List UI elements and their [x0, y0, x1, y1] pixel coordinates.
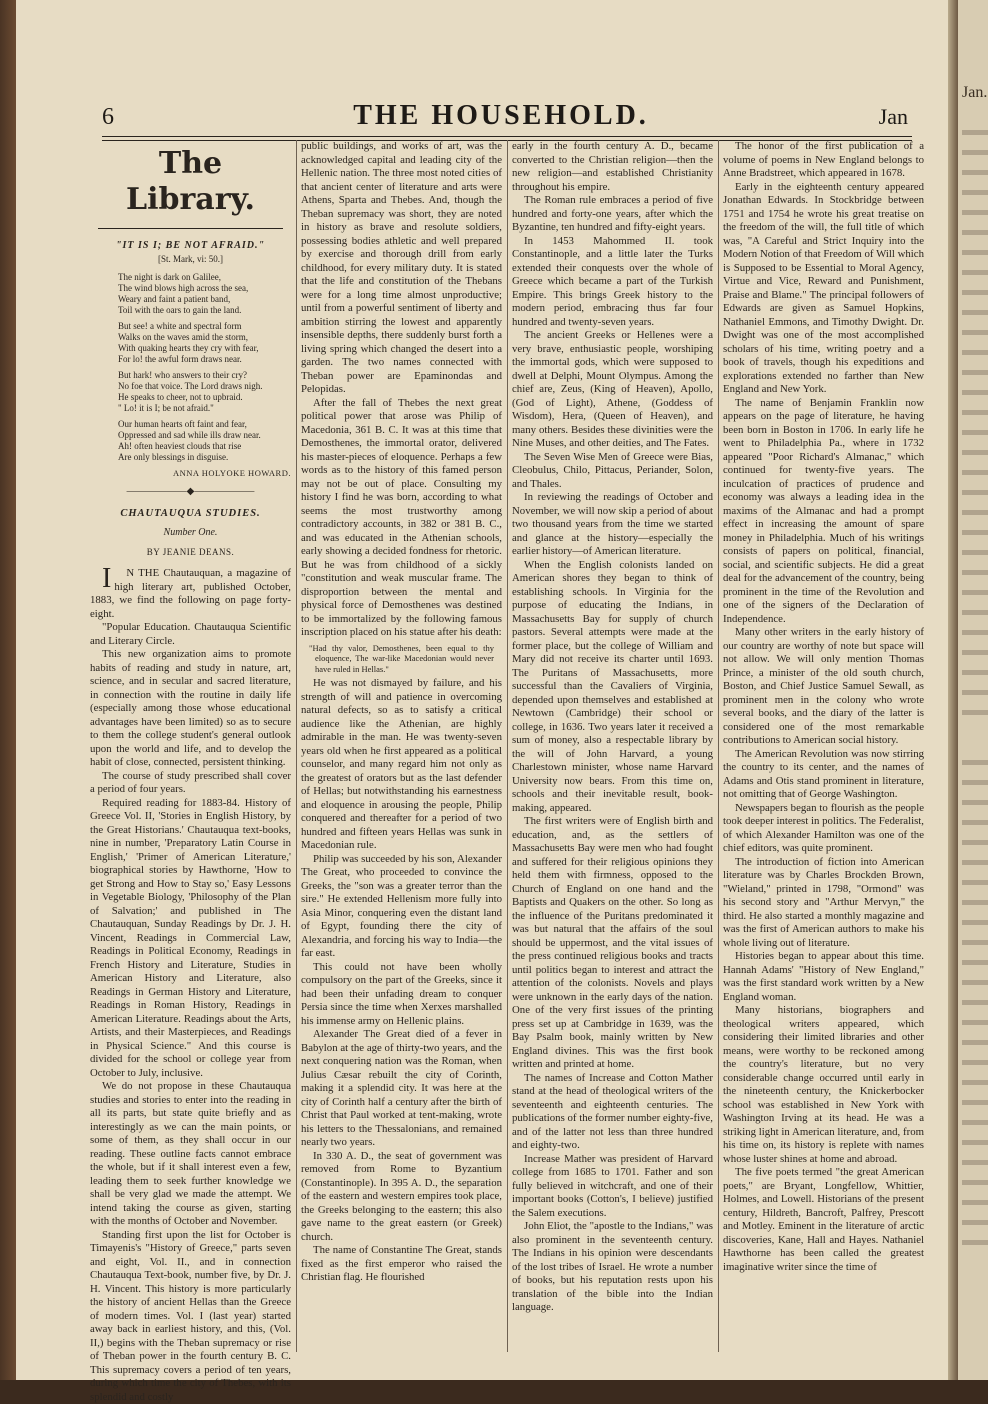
- paragraph: In 330 A. D., the seat of government was removed from Rome to Byzantium (Constantinople). In 395 A. D., the separation of the eastern and western empires took place, the Greeks belonging to the eastern; this also gave name to the great eastern (or Greek) church.: [301, 1150, 502, 1245]
- faded-text-line: [962, 710, 988, 715]
- poem-line: Walks on the waves amid the storm,: [118, 332, 291, 343]
- paragraph: early in the fourth century A. D., became converted to the Christian religion—then the new religion—and established Christianity throughout his empire.: [512, 140, 713, 194]
- faded-text-line: [962, 1000, 988, 1005]
- paragraph: Many historians, biographers and theological writers appeared, which considering their limited libraries and other means, were worthy to be reckoned among the country's literature, but no very considerable change occurred until early in the nineteenth century, the Knickerbocker school was established in New York with Washington Irving at its head. He was a striking light in American literature, and, from his time on, its history is replete with names whose luster shines at home and abroad.: [723, 1004, 924, 1166]
- poem-stanza: [118, 370, 291, 414]
- faded-text-line: [962, 780, 988, 785]
- adjacent-page-month: Jan.: [962, 84, 987, 102]
- faded-text-line: [962, 900, 988, 905]
- faded-text-line: [962, 390, 988, 395]
- poem-line: The night is dark on Galilee,: [118, 272, 291, 283]
- page-number: 6: [102, 104, 114, 131]
- paragraph: Alexander The Great died of a fever in Babylon at the age of thirty-two years, and the next conquering nation was the Roman, when Julius Cæsar rebuilt the city of Corinth, making it a splendid city. It was here at the city of Corinth half a century after the birth of Christ that Paul worked at tent-making, wrote his letters to the Thessalonians, and remained nearly two years.: [301, 1028, 502, 1150]
- faded-text-line: [962, 800, 988, 805]
- paragraph: When the English colonists landed on American shores they began to think of establishing schools. In Virginia for the purpose of educating the Indians, in Massachusetts Bay for supply of church pastors. Several attempts were made at the former place, but the college of William and Mary did not receive its charter until 1693. The Puritans of Massachusetts, more successful than the Cavaliers of Virginia, depended upon themselves and established at Newtown (Cambridge) their school or college, in 1636. Two years later it received a sum of money, also a respectable library by the will of John Harvard, a young Charlestown minister, whose name Harvard University now bears. From this time on, schools and their inevitable result, book-making, appeared.: [512, 559, 713, 816]
- paragraph: Required reading for 1883-84. History of Greece Vol. II, 'Stories in English History, by the Great Historians.' Chautauqua text-books, nine in number, 'Preparatory Latin Course in English,' 'Primer of American Literature,' biographical stories by Hawthorne, 'How to get Strong and How to Stay so,' Easy Lessons in Vegetable Biology, 'Philosophy of the Plan of Salvation;' and published in The Chautauquan, Sunday Readings by Dr. J. H. Vincent, Readings in Commercial Law, Readings in Political Economy, Readings in French History and Literature, Studies in American History and Literature, also Readings in German History and Literature, Readings in Roman History, Readings in American Literature. Readings about the Arts, Artists, and their Masterpieces, and Readings in Physical Science." And this course is divided for the school or college year from October to July, inclusive.: [90, 797, 291, 1081]
- poem-stanza: [118, 419, 291, 463]
- paragraph: Many other writers in the early history of our country are worthy of note but space will not allow. We will only mention Thomas Prince, a minister of the old south church, Boston, and Chief Justice Samuel Sewall, as prominent men in the colony who wrote several books, and the diary of the latter is considered one of the most remarkable contributions to American social history.: [723, 626, 924, 748]
- faded-text-line: [962, 150, 988, 155]
- poem-line: Ah! often heaviest clouds that rise: [118, 441, 291, 452]
- column-4: [723, 140, 924, 1355]
- faded-text-line: [962, 210, 988, 215]
- faded-text-line: [962, 690, 988, 695]
- faded-text-line: [962, 940, 988, 945]
- paragraph: Histories began to appear about this time. Hannah Adams' "History of New England," was the first standard work written by a New England woman.: [723, 950, 924, 1004]
- paragraph: The Roman rule embraces a period of five hundred and forty-one years, after which the Byzantine, ten hundred and fifty-eight years.: [512, 194, 713, 235]
- paragraph: After the fall of Thebes the next great political power that arose was Philip of Macedonia, 361 B. C. It was at this time that Demosthenes, the immortal orator, delivered his master-pieces of eloquence. Perhaps a few words as to the history of this famed person may not be out of place. Consulting my history I find he was born, according to what seems the most trustworthy among contradictory accounts, in 382 or 381 B. C., and was educated in the Athenian schools, early showing a decided fondness for rhetoric. But he was from childhood of a sickly "constitution and weak muscular frame. The disproportion between the mental and physical force of Demosthenes was destined to be immortalized by the following famous inscription placed on his statue after his death:: [301, 397, 502, 640]
- poem-line: Our human hearts oft faint and fear,: [118, 419, 291, 430]
- faded-text-line: [962, 1200, 988, 1205]
- paragraph: The first writers were of English birth and education, and, as the settlers of Massachusetts Bay were men who had fought and suffered for their religious opinions they held them with firmness, opposed to the Church of England on one hand and the Baptists and Quakers on the other. So long as the influence of the Puritans predominated it was but natural that the affairs of the soul should be uppermost, and the vital issues of the press continued religious books and tracts until politics began to interest and attract the attention of the colonists. Novels and plays were unknown in the early days of the nation. One of the very first issues of the printing press set up at Cambridge in 1639, was the Bay Psalm book, mainly written by New England divines. This was the first book written and printed at home.: [512, 815, 713, 1072]
- faded-text-line: [962, 450, 988, 455]
- poem-line: Are only blessings in disguise.: [118, 452, 291, 463]
- poem-line: The wind blows high across the sea,: [118, 283, 291, 294]
- article-title: CHAUTAUQUA STUDIES.: [90, 507, 291, 521]
- faded-text-line: [962, 1160, 988, 1165]
- column-rule: [507, 140, 508, 1352]
- paragraph: The name of Benjamin Franklin now appears on the page of literature, he having been born in Boston in 1706. In early life he went to Philadelphia Pa., where in 1732 appeared "Poor Richard's Almanac," which continued for twenty-five years. The inculcation of practices of prudence and economy was always a leading idea in the maxims of the Almanac and had a prompt effect in increasing the amount of spare money in Philadelphia. Much of his writings consists of papers on political, financial, social, and scientific subjects. He did a great deal for the advancement of the country, being prominent in the time of the Revolution and one of the signers of the Declaration of Independence.: [723, 397, 924, 627]
- paragraph: The course of study prescribed shall cover a period of four years.: [90, 770, 291, 797]
- faded-text-line: [962, 410, 988, 415]
- faded-text-line: [962, 590, 988, 595]
- faded-text-line: [962, 1060, 988, 1065]
- paragraph: The ancient Greeks or Hellenes were a very brave, enthusiastic people, worshiping the immortal gods, which were supposed to dwell at Delphi, Mount Olympus. Among the chief are, Zeus, (King of Heaven), Apollo, (God of Light), Athene, (Goddess of Wisdom), Hera, (Queen of Heaven), and many others. Besides these divinities were the Nine Muses, and other deities, and The Fates.: [512, 329, 713, 451]
- divider: [98, 228, 283, 229]
- paragraph: This could not have been wholly compulsory on the part of the Greeks, since it had been their unfading dream to conquer Persia since the time when Xerxes marshalled his immense army on Hellenic plains.: [301, 961, 502, 1029]
- paragraph: The honor of the first publication of a volume of poems in New England belongs to Anne Bradstreet, which appeared in 1678.: [723, 140, 924, 181]
- page-header: [90, 100, 912, 132]
- faded-text-line: [962, 670, 988, 675]
- paragraph: IN THE Chautauquan, a magazine of high literary art, published October, 1883, we find the following on page forty-eight.: [90, 567, 291, 621]
- faded-text-line: [962, 270, 988, 275]
- poem-line: " Lo! it is I; be not afraid.": [118, 403, 291, 414]
- faded-text-line: [962, 1100, 988, 1105]
- poem-line: For lo! the awful form draws near.: [118, 354, 291, 365]
- faded-text-line: [962, 1080, 988, 1085]
- section-heading-library: The Library.: [90, 146, 291, 218]
- faded-text-line: [962, 430, 988, 435]
- paragraph: This new organization aims to promote habits of reading and study in nature, art, science, and in secular and sacred literature, in connection with the routine in daily life (especially among those whose educational advantages have been limited) so as to secure to them the college student's general outlook upon the world and life, and to develop the habit of close, connected, persistent thinking.: [90, 648, 291, 770]
- poem-author: ANNA HOLYOKE HOWARD.: [118, 468, 291, 479]
- faded-text-line: [962, 1120, 988, 1125]
- paragraph: The introduction of fiction into American literature was by Charles Brockden Brown, "Wieland," printed in 1798, "Ormond" was his second story and "Arthur Mervyn," the third. He also started a monthly magazine and was the first of American authors to make his whole living out of literature.: [723, 856, 924, 951]
- paragraph: We do not propose in these Chautauqua studies and stories to enter into the reading in all its parts, but state quite briefly and as interestingly as we can the main points, or some of them, as they shall occur in our reading. These outline facts cannot embrace the whole, but if it shall interest even a few, leading them to seek further knowledge we shall be very glad we made the attempt. We intend taking the course as given, starting with the months of October and November.: [90, 1080, 291, 1229]
- poem-title: "IT IS I; BE NOT AFRAID.": [90, 239, 291, 253]
- paragraph: Standing first upon the list for October is Timayenis's "History of Greece," parts seven and eight, Vol. II., and in connection Chautauqua Text-book, number five, by Dr. J. H. Vincent. This history is more particularly the history of ancient Hellas than the Greece of modern times. Vol. I (last year) started away back in earliest history, and this, (Vol. II,) begins with the Theban supremacy or rise of Theban power in the fourth century B. C. This supremacy covers a period of ten years, during which time the city of Thebes, with its splendid and costly: [90, 1229, 291, 1404]
- inscription-quote: "Had thy valor, Demosthenes, been equal to thy eloquence, The war-like Macedonian would never have ruled in Hellas.": [301, 640, 502, 678]
- faded-text-line: [962, 1180, 988, 1185]
- poem-line: Toil with the oars to gain the land.: [118, 305, 291, 316]
- faded-text-line: [962, 250, 988, 255]
- faded-text-line: [962, 130, 988, 135]
- faded-text-line: [962, 510, 988, 515]
- faded-text-line: [962, 550, 988, 555]
- faded-text-line: [962, 170, 988, 175]
- faded-text-line: [962, 960, 988, 965]
- page-gutter: [948, 0, 958, 1380]
- paragraph: He was not dismayed by failure, and his strength of will and patience in overcoming natural defects, so as to satisfy a critical audience like the Athenian, are highly admirable in the man. He was twenty-seven years old when he first appeared as a political counselor, and many regard him not only as the greatest of orators but as the last defender of Hellas; but notwithstanding his earnestness and eloquence in arousing the people, Philip conquered and thereafter for a period of two hundred and fifteen years Hellas was sunk in Macedonian rule.: [301, 677, 502, 853]
- faded-text-line: [962, 350, 988, 355]
- paragraph: The name of Constantine The Great, stands fixed as the first emperor who raised the Christian flag. He flourished: [301, 1244, 502, 1285]
- poem-line: Oppressed and sad while ills draw near.: [118, 430, 291, 441]
- faded-text-line: [962, 230, 988, 235]
- faded-text-line: [962, 1240, 988, 1245]
- poem-line: But see! a white and spectral form: [118, 321, 291, 332]
- paragraph: The five poets termed "the great American poets," are Bryant, Longfellow, Whittier, Holmes, and Lowell. Historians of the present century, Hildreth, Bancroft, Palfrey, Prescott and Motley. Eminent in the literature of arctic discoveries, Kane, Hall and Hayes. Nathaniel Hawthorne has been called the greatest imaginative writer since the time of: [723, 1166, 924, 1274]
- article-byline: BY JEANIE DEANS.: [90, 546, 291, 560]
- faded-text-line: [962, 310, 988, 315]
- faded-text-line: [962, 650, 988, 655]
- issue-month: Jan: [879, 104, 908, 130]
- column-3: [512, 140, 713, 1355]
- paragraph: Early in the eighteenth century appeared Jonathan Edwards. In Stockbridge between 1751 and 1754 he wrote his great treatise on the freedom of the will, the full title of which was, "A Careful and Strict Inquiry into the Modern Notion of that Freedom of Will which is Supposed to be Essential to Moral Agency, Virtue and Vice, Reward and Punishment, Praise and Blame." The principal followers of Edwards are given as Samuel Hopkins, Nathaniel Emmons, and Timothy Dwight. Dr. Dwight was one of the most accomplished scholars of his time, writing poetry and a book of travels, though his expeditions and explorations extended no farther than New England and New York.: [723, 181, 924, 397]
- faded-text-line: [962, 570, 988, 575]
- book-binding: [0, 0, 16, 1380]
- paragraph: In reviewing the readings of October and November, we will now skip a period of about two thousand years from the time we started and glance at the history—especially the earlier history—of American literature.: [512, 491, 713, 559]
- faded-text-line: [962, 190, 988, 195]
- paragraph: The names of Increase and Cotton Mather stand at the head of theological writers of the seventeenth and eighteenth centuries. The publications of the former number eighty-five, and of the latter not less than three hundred and eighty-two.: [512, 1072, 713, 1153]
- faded-text-line: [962, 370, 988, 375]
- faded-text-line: [962, 1140, 988, 1145]
- poem-stanza: [118, 321, 291, 365]
- paragraph: In 1453 Mahommed II. took Constantinople, and a little later the Turks extended their conquests over the whole of Greece which became a part of the Turkish Empire. This brings Greek history to the modern period, embracing thus far four hundred and twenty-seven years.: [512, 235, 713, 330]
- masthead-title: THE HOUSEHOLD.: [90, 100, 912, 132]
- faded-text-line: [962, 860, 988, 865]
- paragraph: Philip was succeeded by his son, Alexander The Great, who proceeded to convince the Greeks, the "son was a greater terror than the sire." He extended Hellenism more fully into Asia Minor, conquering even the distant land of Egypt, founding there the city of Alexandria, and forcing his way to India—the far east.: [301, 853, 502, 961]
- faded-text-line: [962, 470, 988, 475]
- faded-text-line: [962, 880, 988, 885]
- faded-text-line: [962, 330, 988, 335]
- faded-text-line: [962, 1020, 988, 1025]
- paragraph: Newspapers began to flourish as the people took deeper interest in politics. The Federalist, of which Alexander Hamilton was one of the chief editors, was quite prominent.: [723, 802, 924, 856]
- ornament-divider: ――――――◆――――――: [90, 485, 291, 499]
- paragraph: Increase Mather was president of Harvard college from 1685 to 1701. Father and son fully believed in witchcraft, and one of their important books (Cotton's, I believe) justified the Salem executions.: [512, 1153, 713, 1221]
- faded-text-line: [962, 490, 988, 495]
- column-rule: [296, 140, 297, 1352]
- poem-stanza: [118, 272, 291, 316]
- faded-text-line: [962, 820, 988, 825]
- faded-text-line: [962, 1220, 988, 1225]
- poem-line: With quaking hearts they cry with fear,: [118, 343, 291, 354]
- article-subtitle: Number One.: [90, 526, 291, 540]
- paragraph: The Seven Wise Men of Greece were Bias, Cleobulus, Chilo, Pittacus, Periander, Solon, and Thales.: [512, 451, 713, 492]
- poem-line: Weary and faint a patient band,: [118, 294, 291, 305]
- poem-line: But hark! who answers to their cry?: [118, 370, 291, 381]
- poem-line: He speaks to cheer, not to upbraid.: [118, 392, 291, 403]
- paragraph: public buildings, and works of art, was the acknowledged capital and leading city of the Hellenic nation. The three most noted cities of that ancient center of literature and arts were Athens, Sparta and Thebes. And, though the Theban supremacy was short, they are noted in history as brave and resolute soldiers, possessing bodies athletic and well prepared by exercise and thorough drill from early childhood, for every military duty. It is stated that the life and constitution of the Thebans were for a long time almost unproductive; until from a powerful sentiment of liberty and ambition stirring the lowest and apparently insensible depths, there suddenly burst forth a living spring which changed the desert into a garden. The two names connected with Theban power are Epaminondas and Pelopidas.: [301, 140, 502, 397]
- column-2: [301, 140, 502, 1355]
- faded-text-line: [962, 840, 988, 845]
- poem: [90, 272, 291, 479]
- faded-text-line: [962, 1040, 988, 1045]
- faded-text-line: [962, 760, 988, 765]
- column-rule: [718, 140, 719, 1352]
- paragraph: "Popular Education. Chautauqua Scientific and Literary Circle.: [90, 621, 291, 648]
- column-1: [90, 140, 291, 1355]
- faded-text-line: [962, 530, 988, 535]
- poem-reference: [St. Mark, vi: 50.]: [90, 253, 291, 267]
- faded-text-line: [962, 610, 988, 615]
- faded-text-line: [962, 630, 988, 635]
- paragraph: John Eliot, the "apostle to the Indians," was also prominent in the seventeenth century. The Indians in his opinion were descendants of the lost tribes of Israel. He wrote a number of books, but his reputation rests upon his translation of the bible into the Indian language.: [512, 1220, 713, 1315]
- paragraph: The American Revolution was now stirring the country to its center, and the names of Adams and Otis stand prominent in literature, not omitting that of George Washington.: [723, 748, 924, 802]
- poem-line: No foe that voice. The Lord draws nigh.: [118, 381, 291, 392]
- adjacent-page-edge: [958, 0, 988, 1380]
- faded-text-line: [962, 920, 988, 925]
- faded-text-line: [962, 980, 988, 985]
- faded-text-line: [962, 290, 988, 295]
